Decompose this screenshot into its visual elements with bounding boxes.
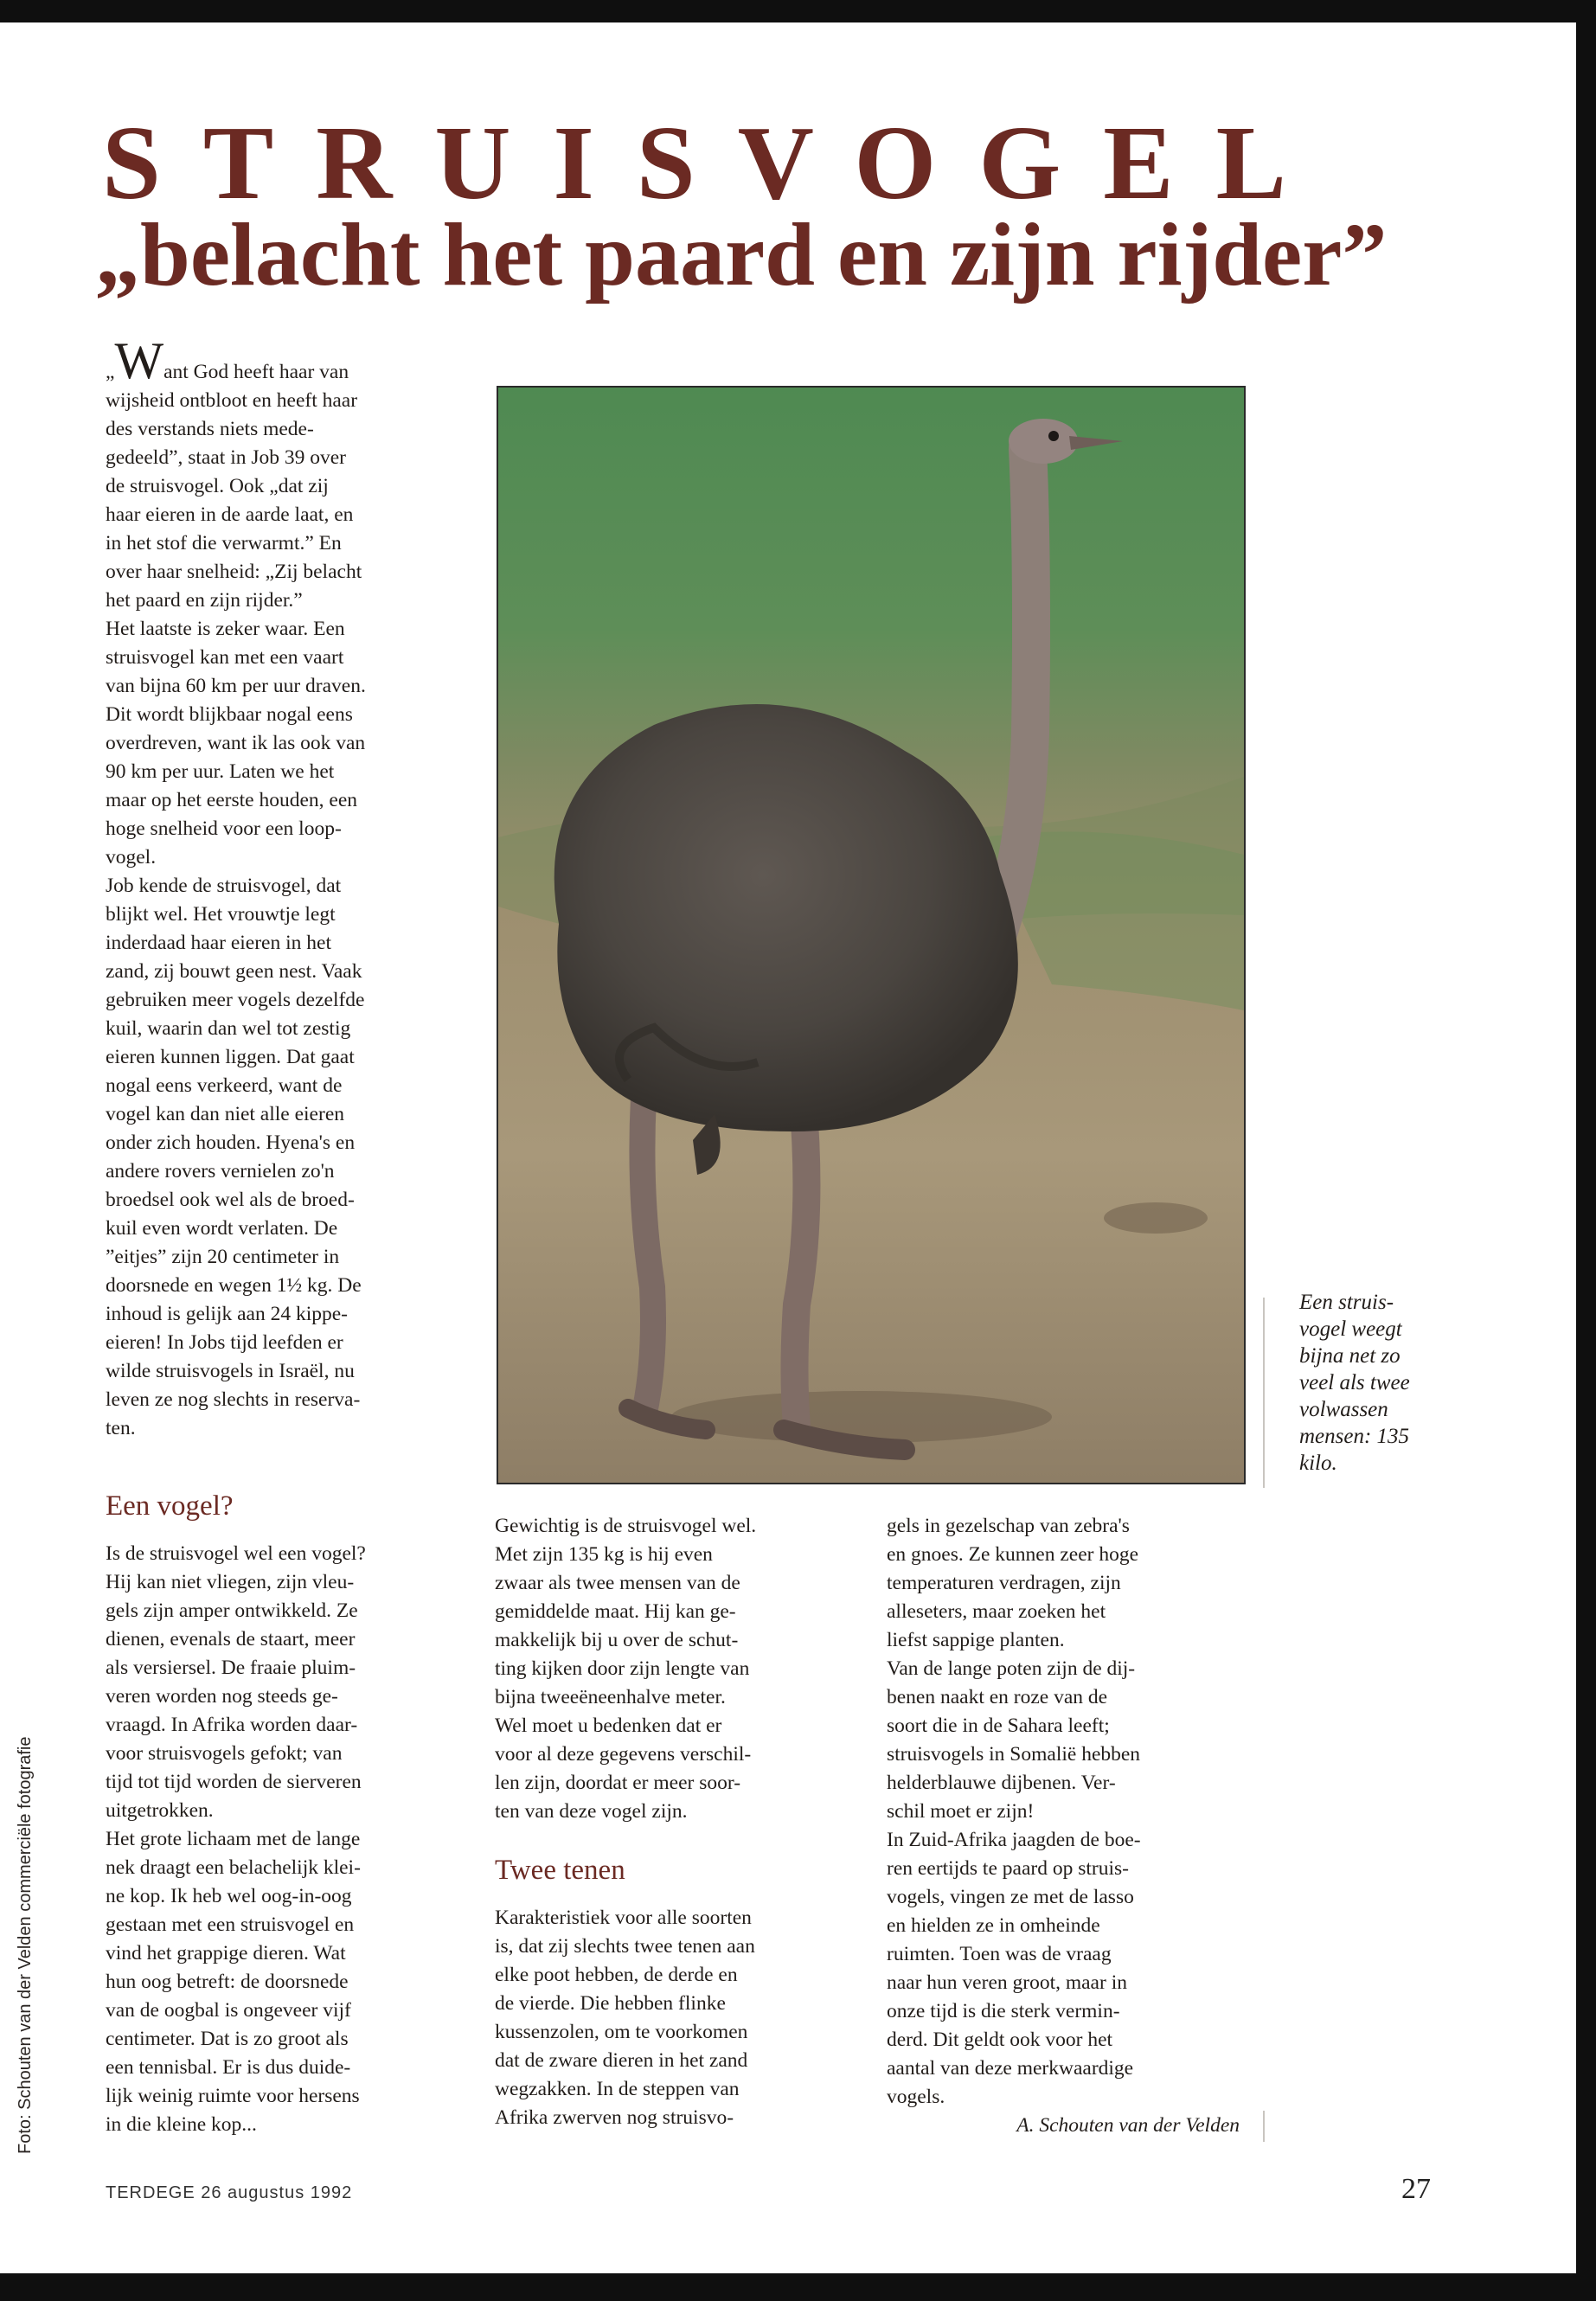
text-line: Wel moet u bedenken dat er [495,1715,722,1737]
text-line: gestaan met een struisvogel en [106,1913,355,1936]
text-line: Karakteristiek voor alle soorten [495,1906,752,1929]
caption-line: mensen: 135 [1299,1425,1410,1448]
text-line: een tennisbal. Er is dus duide- [106,2055,351,2079]
text-line: ne kop. Ik heb wel oog-in-oog [106,1884,352,1907]
text-line: onder zich houden. Hyena's en [106,1131,356,1154]
article-title: STRUISVOGEL [102,105,1329,221]
text-line: wegzakken. In de steppen van [495,2077,740,2100]
ostrich-leg [795,1080,807,1426]
text-line: des verstands niets mede- [106,418,314,440]
text-line: schil moet er zijn! [887,1800,1035,1823]
text-line: als versiersel. De fraaie pluim- [106,1656,356,1679]
text-line: inderdaad haar eieren in het [106,932,331,954]
text-line: onze tijd is die sterk vermin- [887,2000,1120,2022]
section-heading-twee-tenen: Twee tenen [495,1855,625,1886]
drop-cap: W [114,332,164,389]
section-heading-een-vogel: Een vogel? [106,1490,234,1522]
text-line: len zijn, doordat er meer soor- [495,1772,741,1794]
text-line: Job kende de struisvogel, dat [106,875,342,897]
text-line: vind het grappige dieren. Wat [106,1941,346,1965]
text-line: het paard en zijn rijder.” [106,589,303,612]
section-een-vogel [106,1490,458,2139]
text-line: over haar snelheid: „Zij belacht [106,561,362,583]
text-line: nogal eens verkeerd, want de [106,1074,343,1097]
text-line: elke poot hebben, de derde en [495,1963,738,1986]
ostrich-leg [642,1071,653,1408]
text-line: temperaturen verdragen, zijn [887,1572,1121,1594]
text-line: doorsnede en wegen 1½ kg. De [106,1274,362,1297]
text-line: en hielden ze in omheinde [887,1914,1100,1937]
intro-column [106,332,458,1443]
text-line: Hij kan niet vliegen, zijn vleu- [106,1570,355,1593]
text-line: ”eitjes” zijn 20 centimeter in [106,1246,340,1268]
column-rule [1263,2111,1265,2142]
text-line: zand, zij bouwt geen nest. Vaak [106,960,362,983]
text-line: vogel kan dan niet alle eieren [106,1103,344,1125]
text-line: van de oogbal is ongeveer vijf [106,1998,351,2022]
text-line: gemiddelde maat. Hij kan ge- [495,1600,736,1623]
author-signature: A. Schouten van der Velden [1016,2114,1240,2137]
caption-line: volwassen [1299,1398,1388,1421]
text-line: Van de lange poten zijn de dij- [887,1657,1136,1680]
text-line: van bijna 60 km per uur draven. [106,675,366,697]
text-line: vogels, vingen ze met de lasso [887,1886,1134,1908]
text-line: ten van deze vogel zijn. [495,1800,688,1823]
page-number: 27 [1401,2173,1431,2205]
text-line: ting kijken door zijn lengte van [495,1657,750,1680]
text-line: leven ze nog slechts in reserva- [106,1388,361,1411]
text-line: derd. Dit geldt ook voor het [887,2029,1113,2051]
text-line: Het laatste is zeker waar. Een [106,618,345,640]
text-line: wilde struisvogels in Israël, nu [106,1360,355,1382]
text-line: haar eieren in de aarde laat, en [106,503,354,526]
text-line: lijk weinig ruimte voor hersens [106,2084,360,2107]
column-rule [1263,1298,1265,1488]
text-line: ruimten. Toen was de vraag [887,1943,1112,1965]
text-line: aantal van deze merkwaardige [887,2057,1134,2080]
text-line: Afrika zwerven nog struisvo- [495,2106,734,2129]
page-border-top [0,0,1596,22]
quote-mark: „ [106,361,115,383]
text-line: centimeter. Dat is zo groot als [106,2027,349,2050]
text-line: uitgetrokken. [106,1798,214,1822]
photo-caption [1299,1289,1446,1477]
caption-line: bijna net zo [1299,1344,1401,1368]
ostrich-illustration [498,388,1244,1483]
text-line: makkelijk bij u over de schut- [495,1629,739,1651]
page-border-right [1576,0,1596,2301]
text-line: struisvogel kan met een vaart [106,646,344,669]
text-line: tijd tot tijd worden de sierveren [106,1770,362,1793]
caption-line: vogel weegt [1299,1317,1402,1341]
ostrich-head [1009,419,1078,464]
text-line: helderblauwe dijbenen. Ver- [887,1772,1116,1794]
text-line: eieren! In Jobs tijd leefden er [106,1331,343,1354]
text-line: broedsel ook wel als de broed- [106,1189,355,1211]
text-line: hun oog betreft: de doorsnede [106,1970,349,1993]
right-column [887,1512,1250,2140]
ostrich-shadow [671,1391,1052,1443]
text-line: alleseters, maar zoeken het [887,1600,1106,1623]
text-line: inhoud is gelijk aan 24 kippe- [106,1303,348,1325]
text-line: kuil even wordt verlaten. De [106,1217,338,1240]
text-line: Is de struisvogel wel een vogel? [106,1541,366,1565]
text-line: voor al deze gegevens verschil- [495,1743,752,1766]
text-line: maar op het eerste houden, een [106,789,358,811]
article-subtitle: „belacht het paard en zijn rijder” [95,205,1388,304]
text-line: zwaar als twee mensen van de [495,1572,740,1594]
text-line: en gnoes. Ze kunnen zeer hoge [887,1543,1139,1566]
photo-credit: Foto: Schouten van der Velden commerciële fotografie [16,1736,35,2154]
text-line: Het grote lichaam met de lange [106,1827,361,1850]
middle-column [495,1512,841,2132]
text-line: gels in gezelschap van zebra's [887,1515,1130,1537]
ground-shadow [1104,1202,1208,1234]
text-line: voor struisvogels gefokt; van [106,1741,343,1765]
text-line: overdreven, want ik las ook van [106,732,366,754]
text-line: in die kleine kop... [106,2112,257,2136]
caption-line: kilo. [1299,1452,1337,1475]
text-line: soort die in de Sahara leeft; [887,1715,1110,1737]
text-line: vogel. [106,846,157,868]
text-line: benen naakt en roze van de [887,1686,1108,1708]
text-line: blijkt wel. Het vrouwtje legt [106,903,336,926]
text-line: andere rovers vernielen zo'n [106,1160,335,1183]
text-line: gels zijn amper ontwikkeld. Ze [106,1599,358,1622]
text-line: kuil, waarin dan wel tot zestig [106,1017,351,1040]
text-line: nek draagt een belachelijk klei- [106,1856,361,1879]
text-line: vraagd. In Afrika worden daar- [106,1713,358,1736]
text-line: is, dat zij slechts twee tenen aan [495,1934,755,1958]
text-line: Dit wordt blijkbaar nogal eens [106,703,353,726]
text-line: dat de zware dieren in het zand [495,2048,748,2072]
text-line: vogels. [887,2086,945,2108]
text-line: liefst sappige planten. [887,1629,1065,1651]
ostrich-photo [497,386,1246,1484]
page-border-bottom [0,2273,1596,2301]
text-line: hoge snelheid voor een loop- [106,817,342,840]
text-line: Gewichtig is de struisvogel wel. [495,1515,757,1537]
text-line: kussenzolen, om te voorkomen [495,2020,748,2043]
caption-line: Een struis- [1299,1291,1394,1314]
text-line: ten. [106,1417,136,1439]
text-line: dienen, evenals de staart, meer [106,1627,356,1650]
text-line: eieren kunnen liggen. Dat gaat [106,1046,355,1068]
text-line: ren eertijds te paard op struis- [887,1857,1129,1880]
text-line: struisvogels in Somalië hebben [887,1743,1141,1766]
text-line: In Zuid-Afrika jaagden de boe- [887,1829,1141,1851]
ostrich-eye [1048,431,1059,441]
intro-first-line: „Want God heeft haar van [106,332,349,389]
text-line: veren worden nog steeds ge- [106,1684,338,1708]
text-line: gedeeld”, staat in Job 39 over [106,446,346,469]
footer-publication: TERDEGE 26 augustus 1992 [106,2183,353,2202]
text-line: wijsheid ontbloot en heeft haar [106,389,358,412]
text-line: Met zijn 135 kg is hij even [495,1543,713,1566]
text-line: 90 km per uur. Laten we het [106,760,335,783]
text-line: naar hun veren groot, maar in [887,1971,1127,1994]
text-line: de vierde. Die hebben flinke [495,1991,726,2015]
text-line: de struisvogel. Ook „dat zij [106,475,329,497]
text-line: gebruiken meer vogels dezelfde [106,989,365,1011]
text-line: bijna tweeëneenhalve meter. [495,1686,726,1708]
caption-line: veel als twee [1299,1371,1410,1394]
text-line: in het stof die verwarmt.” En [106,532,342,554]
